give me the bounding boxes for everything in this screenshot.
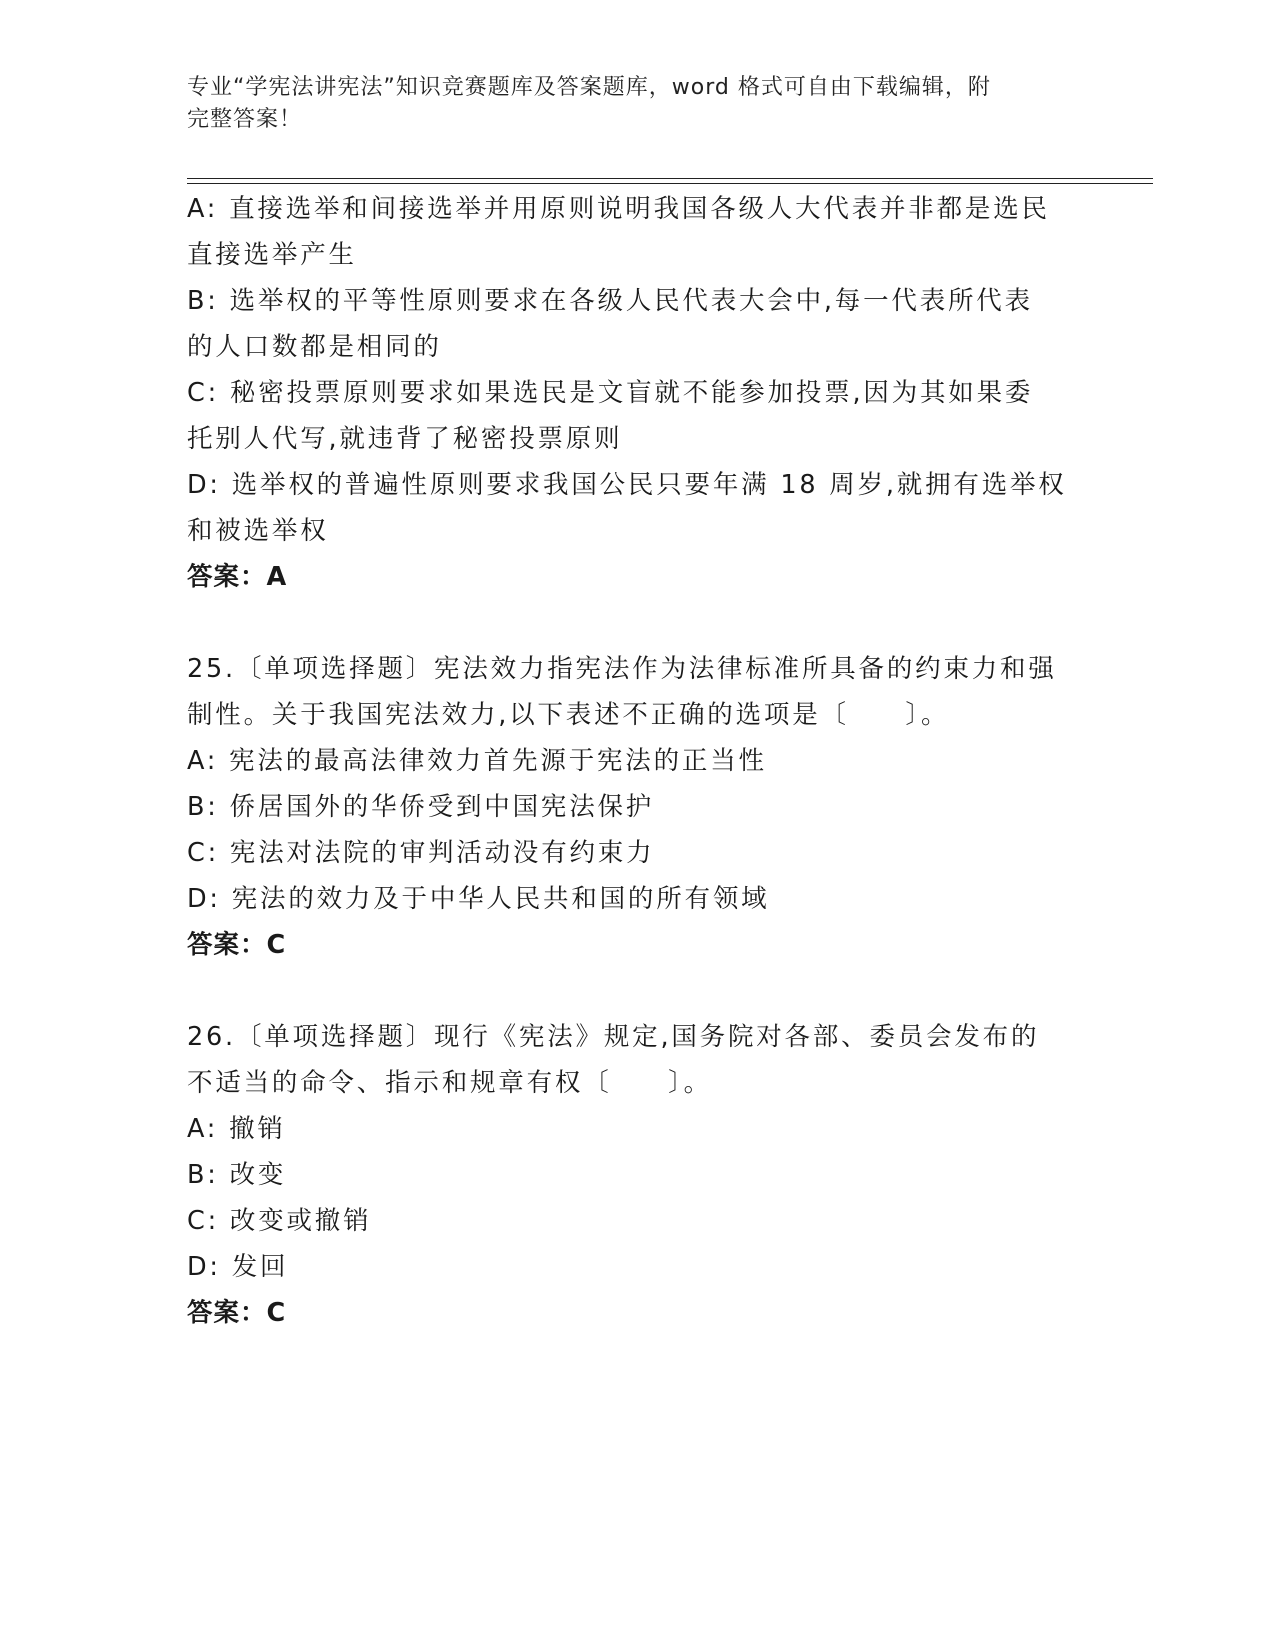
q26-option-d: D: 发回 — [187, 1252, 289, 1282]
q25-option-a: A: 宪法的最高法律效力首先源于宪法的正当性 — [187, 746, 767, 776]
q25-answer: 答案：C — [187, 930, 287, 960]
header-line-1: 专业“学宪法讲宪法”知识竞赛题库及答案题库，word 格式可自由下载编辑，附 — [187, 75, 991, 100]
q24-option-c-line-2: 托别人代写,就违背了秘密投票原则 — [187, 424, 623, 454]
q24-answer: 答案：A — [187, 562, 288, 592]
q25-stem-line-1: 25.〔单项选择题〕宪法效力指宪法作为法律标准所具备的约束力和强 — [187, 654, 1057, 684]
spacer — [187, 600, 1087, 646]
q24-option-c-line-1: C: 秘密投票原则要求如果选民是文盲就不能参加投票,因为其如果委 — [187, 378, 1034, 408]
q26-option-c: C: 改变或撤销 — [187, 1206, 372, 1236]
q26-option-a: A: 撤销 — [187, 1114, 286, 1144]
question-content — [187, 186, 1087, 1336]
spacer — [187, 968, 1087, 1014]
q24-option-b-line-1: B: 选举权的平等性原则要求在各级人民代表大会中,每一代表所代表 — [187, 286, 1033, 316]
q25-option-b: B: 侨居国外的华侨受到中国宪法保护 — [187, 792, 655, 822]
header-line-2: 完整答案！ — [187, 107, 303, 132]
document-header — [187, 72, 1087, 136]
header-divider-bottom — [187, 183, 1153, 184]
q26-stem-line-1: 26.〔单项选择题〕现行《宪法》规定,国务院对各部、委员会发布的 — [187, 1022, 1040, 1052]
header-divider-top — [187, 178, 1153, 179]
q25-option-d: D: 宪法的效力及于中华人民共和国的所有领域 — [187, 884, 770, 914]
q24-option-b-line-2: 的人口数都是相同的 — [187, 332, 442, 362]
q24-option-a-line-2: 直接选举产生 — [187, 240, 357, 270]
q26-answer: 答案：C — [187, 1298, 287, 1328]
q25-stem-line-2: 制性。关于我国宪法效力,以下表述不正确的选项是〔 〕。 — [187, 700, 950, 730]
q25-option-c: C: 宪法对法院的审判活动没有约束力 — [187, 838, 655, 868]
q24-option-d-line-1: D: 选举权的普遍性原则要求我国公民只要年满 18 周岁,就拥有选举权 — [187, 470, 1067, 500]
q24-option-d-line-2: 和被选举权 — [187, 516, 329, 546]
q26-option-b: B: 改变 — [187, 1160, 287, 1190]
q24-option-a-line-1: A: 直接选举和间接选举并用原则说明我国各级人大代表并非都是选民 — [187, 194, 1050, 224]
q26-stem-line-2: 不适当的命令、指示和规章有权〔 〕。 — [187, 1068, 712, 1098]
